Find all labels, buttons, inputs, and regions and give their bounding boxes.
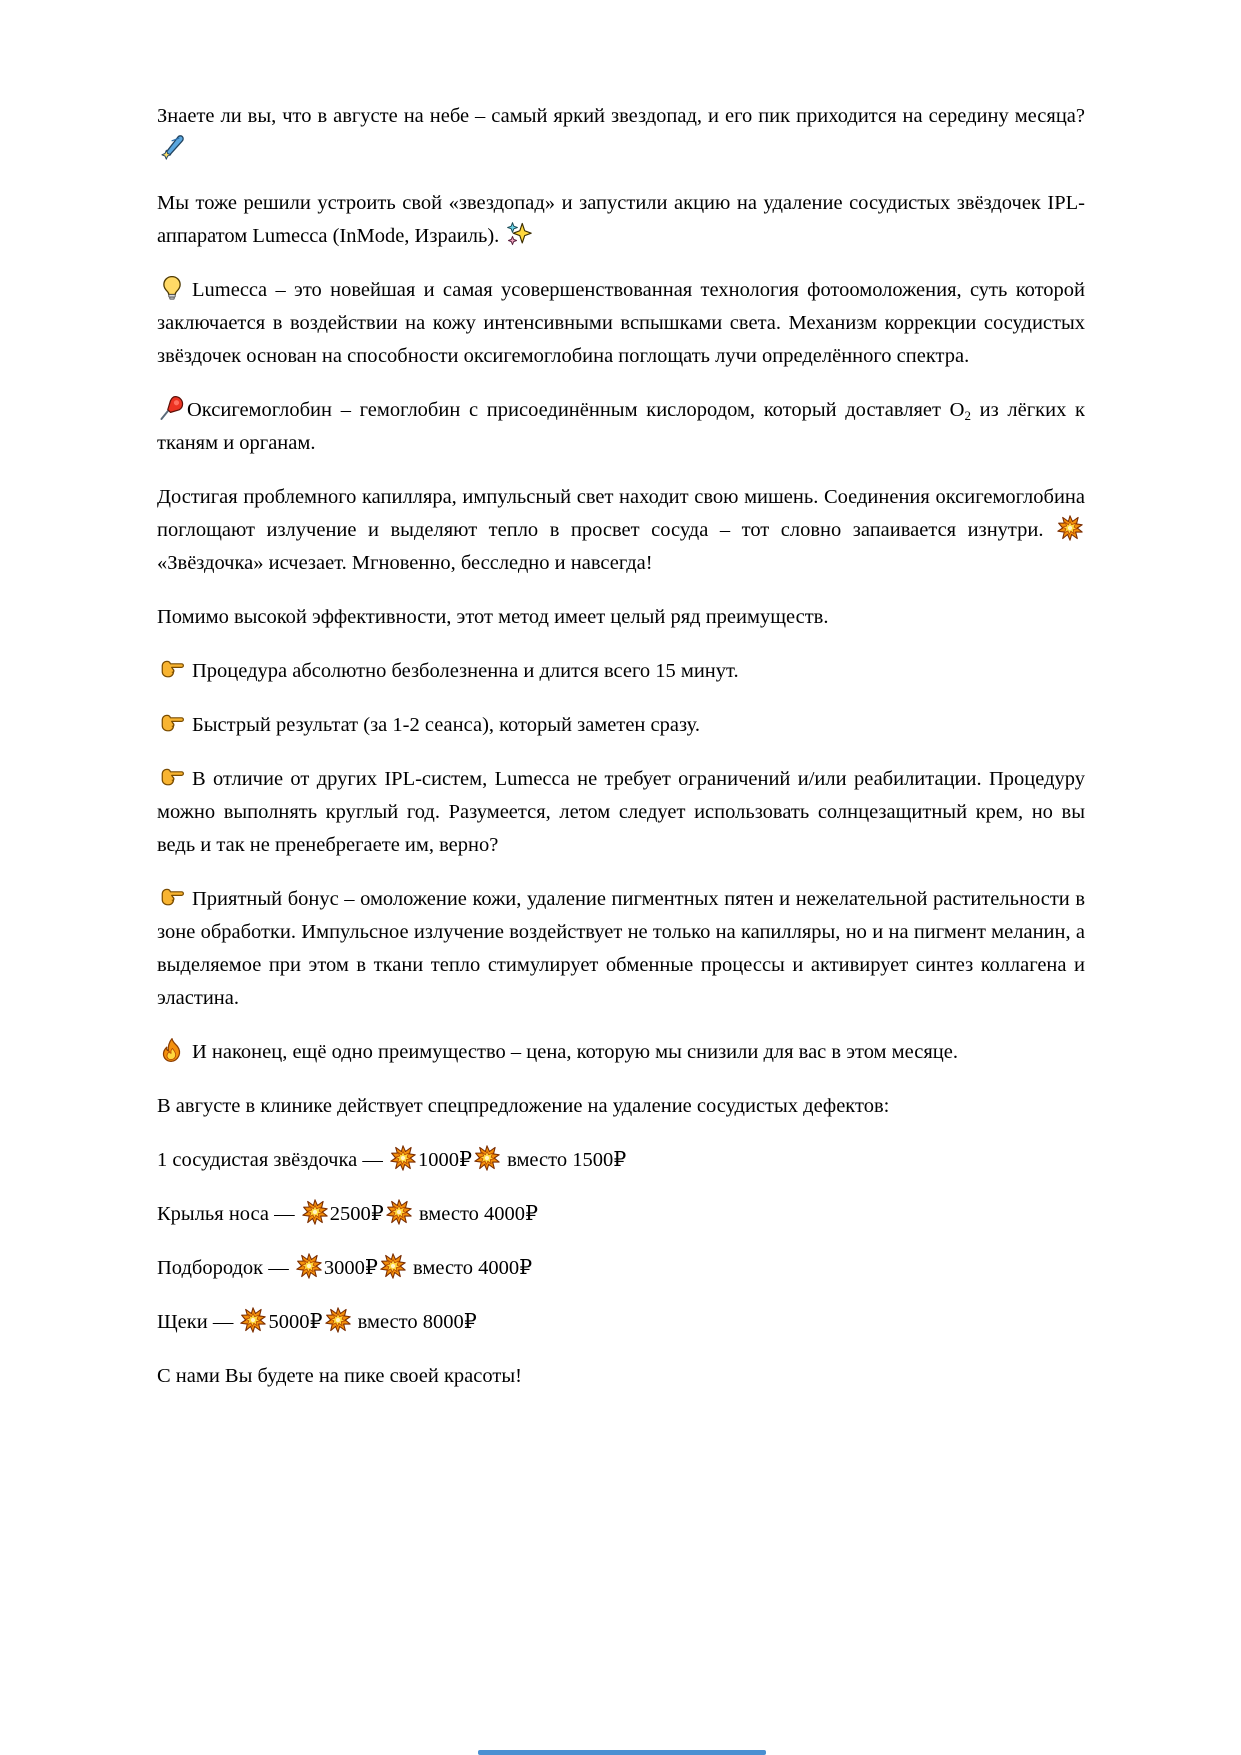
offer-price: 5000₽ — [268, 1311, 323, 1333]
collision-icon — [296, 1253, 322, 1279]
benefit-no-restrictions-text: В отличие от других IPL-систем, Lumecca не требует ограничений и/или реабилитации. Процедуру можно выполнять круглый год. Разумеется, летом следует использовать солнцезащитный крем, но вы ведь и так не пренебрегаете им, верно? — [157, 768, 1085, 856]
pointing-right-icon — [159, 764, 185, 790]
collision-icon — [302, 1199, 328, 1225]
benefit-fast-result — [157, 709, 1085, 742]
offer-old-price: вместо 1500₽ — [502, 1149, 627, 1171]
lightbulb-icon — [159, 275, 185, 301]
benefits-intro-text: Помимо высокой эффективности, этот метод имеет целый ряд преимуществ. — [157, 606, 829, 628]
oxygen-subscript: 2 — [964, 408, 971, 423]
oxyhemoglobin-text: Оксигемоглобин – гемоглобин с присоединённым кислородом, который доставляет O — [187, 399, 965, 421]
pointing-right-icon — [159, 710, 185, 736]
benefit-bonus-text: Приятный бонус – омоложение кожи, удаление пигментных пятен и нежелательной растительности в зоне обработки. Импульсное излучение воздействует не только на капилляры, но и на пигмент меланин, а выделяемое при этом в ткани тепло стимулирует обменные процессы и активирует синтез коллагена и эластина. — [157, 888, 1085, 1009]
lumecca-text: Lumecca – это новейшая и самая усовершенствованная технология фотоомоложения, суть которой заключается в воздействии на кожу интенсивными вспышками света. Механизм коррекции сосудистых звёздочек основан на способности оксигемоглобина поглощать лучи определённого спектра. — [157, 279, 1085, 367]
offer-item-cheeks — [157, 1306, 1085, 1339]
collision-icon — [1057, 515, 1083, 541]
promo-text: Мы тоже решили устроить свой «звездопад» и запустили акцию на удаление сосудистых звёздочек IPL-аппаратом Lumecca (InMode, Израиль). — [157, 192, 1085, 247]
offer-label: Подбородок — — [157, 1257, 294, 1279]
offer-item-chin — [157, 1252, 1085, 1285]
collision-icon — [390, 1145, 416, 1171]
collision-icon — [325, 1307, 351, 1333]
offer-item-star — [157, 1144, 1085, 1177]
comet-icon — [159, 134, 185, 160]
offer-price: 1000₽ — [417, 1149, 472, 1171]
fire-icon — [159, 1037, 185, 1063]
intro-paragraph — [157, 100, 1085, 166]
price-advantage-text: И наконец, ещё одно преимущество – цена, которую мы снизили для вас в этом месяце. — [192, 1041, 958, 1063]
offer-old-price: вместо 8000₽ — [352, 1311, 477, 1333]
sparkles-icon — [506, 221, 532, 247]
lumecca-description-paragraph — [157, 274, 1085, 373]
price-advantage-paragraph — [157, 1036, 1085, 1069]
pointing-right-icon — [159, 656, 185, 682]
benefits-intro-paragraph — [157, 601, 1085, 634]
oxyhemoglobin-note-paragraph — [157, 394, 1085, 460]
intro-text: Знаете ли вы, что в августе на небе – самый яркий звездопад, и его пик приходится на середину месяца? — [157, 105, 1085, 127]
benefit-no-restrictions — [157, 763, 1085, 862]
offer-heading-text: В августе в клинике действует спецпредложение на удаление сосудистых дефектов: — [157, 1095, 890, 1117]
benefit-fast-result-text: Быстрый результат (за 1-2 сеанса), который заметен сразу. — [192, 714, 700, 736]
mechanism-paragraph — [157, 481, 1085, 580]
offer-label: Крылья носа — — [157, 1203, 300, 1225]
offer-item-nose — [157, 1198, 1085, 1231]
collision-icon — [474, 1145, 500, 1171]
pushpin-icon — [159, 395, 185, 421]
benefit-bonus — [157, 883, 1085, 1015]
offer-heading — [157, 1090, 1085, 1123]
oxyhemoglobin-text-end: из лёгких к тканям и органам. — [157, 399, 1085, 454]
offer-old-price: вместо 4000₽ — [407, 1257, 533, 1279]
mechanism-text-end: «Звёздочка» исчезает. Мгновенно, бесследно и навсегда! — [157, 552, 653, 574]
offer-price: 2500₽ — [329, 1203, 384, 1225]
collision-icon — [380, 1253, 406, 1279]
closing-line — [157, 1360, 1085, 1393]
promo-paragraph — [157, 187, 1085, 253]
mechanism-text-start: Достигая проблемного капилляра, импульсный свет находит свою мишень. Соединения оксигемоглобина поглощают излучение и выделяют тепло в просвет сосуда – тот словно запаивается изнутри. — [157, 486, 1085, 541]
bottom-scroll-indicator[interactable] — [478, 1750, 766, 1755]
closing-text: С нами Вы будете на пике своей красоты! — [157, 1365, 522, 1387]
benefit-painless-text: Процедура абсолютно безболезненна и длится всего 15 минут. — [192, 660, 739, 682]
offer-old-price: вместо 4000₽ — [413, 1203, 539, 1225]
offer-label: Щеки — — [157, 1311, 239, 1333]
pointing-right-icon — [159, 884, 185, 910]
offer-price: 3000₽ — [323, 1257, 378, 1279]
benefit-painless — [157, 655, 1085, 688]
collision-icon — [240, 1307, 266, 1333]
offer-label: 1 сосудистая звёздочка — — [157, 1149, 388, 1171]
collision-icon — [386, 1199, 412, 1225]
